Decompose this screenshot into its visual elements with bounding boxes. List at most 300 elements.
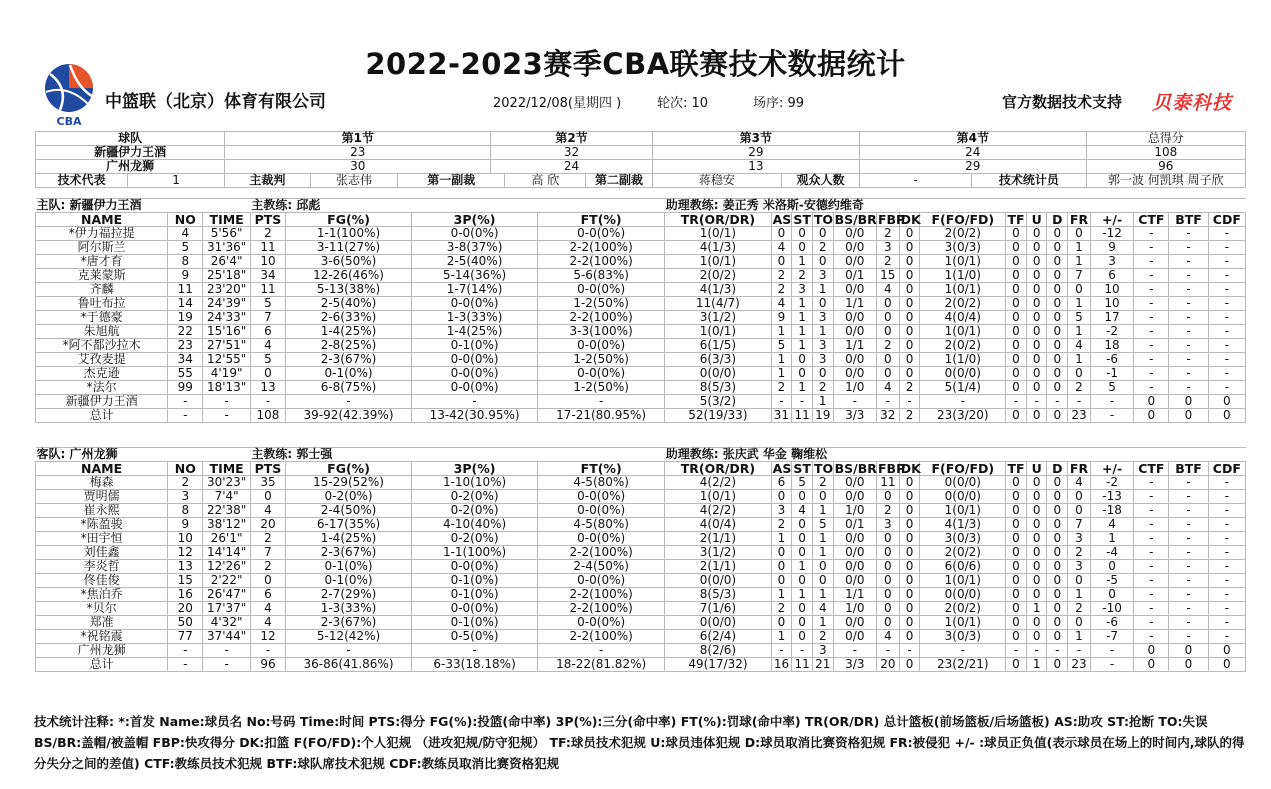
referee-label: 主裁判 bbox=[225, 174, 310, 188]
stat-cell: 22 bbox=[168, 325, 203, 339]
player-name: *于德豪 bbox=[36, 311, 168, 325]
stat-cell: 1 bbox=[1068, 325, 1091, 339]
stat-cell: 0 bbox=[771, 616, 792, 630]
away-team-info-row bbox=[36, 448, 1246, 462]
stat-cell: - bbox=[1169, 269, 1208, 283]
away-column-header-row bbox=[36, 462, 1246, 476]
stat-cell: 8 bbox=[168, 504, 203, 518]
stat-cell: 2 bbox=[877, 504, 900, 518]
stat-cell: 2(0/2) bbox=[920, 227, 1006, 241]
stat-cell: 2-5(40%) bbox=[286, 297, 412, 311]
stat-cell: - bbox=[792, 395, 813, 409]
stat-cell: 0 bbox=[1006, 381, 1027, 395]
stat-cell: 0 bbox=[1208, 395, 1245, 409]
stat-cell: - bbox=[1169, 560, 1208, 574]
team1-q4: 24 bbox=[860, 146, 1087, 160]
stat-cell: - bbox=[1208, 367, 1245, 381]
stat-cell: 7(1/6) bbox=[665, 602, 771, 616]
player-name: 广州龙狮 bbox=[36, 644, 168, 658]
stat-cell: 0 bbox=[792, 574, 813, 588]
stat-cell: 4 bbox=[250, 602, 285, 616]
stat-cell: 8(2/6) bbox=[665, 644, 771, 658]
player-name: *伊力福拉提 bbox=[36, 227, 168, 241]
stat-cell: 0 bbox=[1047, 353, 1068, 367]
stat-cell: 26'1" bbox=[203, 532, 251, 546]
stat-cell: - bbox=[1134, 616, 1169, 630]
stat-cell: - bbox=[203, 658, 251, 672]
stat-cell: 0 bbox=[877, 602, 900, 616]
stat-cell: 0-1(0%) bbox=[412, 339, 538, 353]
stat-cell: 0 bbox=[877, 490, 900, 504]
stat-cell: - bbox=[412, 644, 538, 658]
stat-cell: 6 bbox=[250, 588, 285, 602]
away-player-row bbox=[36, 504, 1246, 518]
stat-cell: 0-2(0%) bbox=[412, 532, 538, 546]
column-header: DK bbox=[900, 461, 921, 476]
column-header: CTF bbox=[1134, 213, 1169, 227]
attendance-value: - bbox=[860, 174, 972, 188]
stat-cell: 0 bbox=[1006, 602, 1027, 616]
stat-cell: 0 bbox=[899, 574, 920, 588]
stat-cell: 37'44" bbox=[203, 630, 251, 644]
stat-cell: 3-11(27%) bbox=[286, 241, 412, 255]
stat-cell: 49(17/32) bbox=[665, 658, 771, 672]
team1-q1: 23 bbox=[225, 146, 491, 160]
stat-cell: 0/1 bbox=[833, 269, 876, 283]
stat-cell: 1 bbox=[1068, 353, 1091, 367]
column-header: 3P(%) bbox=[412, 462, 538, 476]
home-player-row bbox=[36, 255, 1246, 269]
stat-cell: 0 bbox=[1026, 476, 1047, 490]
stat-cell: 3-3(100%) bbox=[538, 325, 665, 339]
stat-cell: 0 bbox=[877, 546, 900, 560]
away-team-label: 客队: 广州龙狮 bbox=[36, 448, 251, 462]
column-header: D bbox=[1047, 462, 1068, 476]
stat-cell: 0 bbox=[792, 602, 813, 616]
stat-cell: - bbox=[1134, 283, 1169, 297]
stat-cell: 0 bbox=[1068, 504, 1091, 518]
stat-cell: - bbox=[1208, 602, 1245, 616]
stat-cell: 1-1(100%) bbox=[412, 546, 538, 560]
player-name: 阿尔斯兰 bbox=[36, 241, 168, 255]
stat-cell: 21 bbox=[812, 658, 833, 672]
stat-cell: 0 bbox=[1026, 504, 1047, 518]
stat-cell: 1 bbox=[812, 616, 833, 630]
stat-cell: 0 bbox=[1006, 283, 1027, 297]
stat-cell: 13 bbox=[250, 381, 285, 395]
player-name: 艾孜麦提 bbox=[36, 353, 168, 367]
stat-cell: 0/0 bbox=[833, 241, 876, 255]
stat-cell: 0 bbox=[1047, 255, 1068, 269]
stat-cell: 6-17(35%) bbox=[286, 518, 412, 532]
stat-cell: 0 bbox=[1026, 353, 1047, 367]
stat-cell: 0 bbox=[1026, 269, 1047, 283]
umpire1-label: 第一副裁 bbox=[398, 174, 505, 188]
stat-cell: 4-5(80%) bbox=[538, 518, 665, 532]
column-header: NO bbox=[168, 213, 203, 227]
stat-cell: 27'51" bbox=[203, 339, 251, 353]
stat-cell: 0 bbox=[877, 532, 900, 546]
column-header: FBP bbox=[878, 461, 906, 476]
stat-cell: 0 bbox=[1068, 367, 1091, 381]
stat-cell: 0 bbox=[812, 490, 833, 504]
column-header: NAME bbox=[36, 213, 168, 227]
stat-cell: 0 bbox=[1026, 532, 1047, 546]
stat-cell: 0 bbox=[1068, 283, 1091, 297]
away-player-row bbox=[36, 518, 1246, 532]
stat-cell: 2-2(100%) bbox=[538, 546, 665, 560]
stat-cell: 0 bbox=[899, 588, 920, 602]
stat-cell: - bbox=[538, 395, 665, 409]
stat-cell: 0 bbox=[1047, 658, 1068, 672]
stat-cell: 2 bbox=[250, 560, 285, 574]
stat-cell: 2 bbox=[876, 339, 899, 353]
stat-cell: 1-2(50%) bbox=[538, 297, 665, 311]
stat-cell: 2 bbox=[792, 269, 813, 283]
stat-cell: 0 bbox=[812, 227, 833, 241]
stat-cell: 4 bbox=[1068, 476, 1091, 490]
stat-cell: 0 bbox=[792, 241, 813, 255]
stat-cell: 2 bbox=[771, 518, 792, 532]
stat-cell: 0-0(0%) bbox=[538, 367, 665, 381]
stat-cell: 7 bbox=[1068, 518, 1091, 532]
stat-cell: 0 bbox=[899, 658, 920, 672]
column-header: TO bbox=[813, 212, 834, 227]
stat-cell: 0 bbox=[1006, 227, 1027, 241]
team2-q4: 29 bbox=[860, 160, 1087, 174]
stat-cell: 0 bbox=[1047, 367, 1068, 381]
stat-cell: - bbox=[1068, 395, 1091, 409]
stat-cell: 13 bbox=[168, 560, 203, 574]
stat-cell: 0 bbox=[1026, 283, 1047, 297]
stat-cell: - bbox=[877, 644, 900, 658]
stat-cell: - bbox=[1134, 574, 1169, 588]
away-player-row bbox=[36, 602, 1246, 616]
stat-cell: 18-22(81.82%) bbox=[538, 658, 665, 672]
stat-cell: 2 bbox=[812, 476, 833, 490]
stat-cell: 0 bbox=[899, 490, 920, 504]
player-name: 鲁吐布拉 bbox=[36, 297, 168, 311]
stat-cell: 6 bbox=[250, 325, 285, 339]
cba-logo bbox=[40, 62, 98, 128]
home-player-row bbox=[36, 311, 1246, 325]
summary-header-q3: 第3节 bbox=[652, 132, 859, 146]
player-name: 总计 bbox=[36, 409, 168, 423]
stat-cell: 0 bbox=[1047, 588, 1068, 602]
summary-header-q4: 第4节 bbox=[860, 132, 1087, 146]
stat-cell: 0 bbox=[877, 560, 900, 574]
stat-cell: 23(3/20) bbox=[920, 409, 1006, 423]
stat-cell: - bbox=[1208, 546, 1245, 560]
stat-cell: 0 bbox=[1026, 630, 1047, 644]
stat-cell: 0/0 bbox=[833, 255, 876, 269]
stat-cell: - bbox=[203, 409, 251, 423]
stat-cell: 2 bbox=[1068, 381, 1091, 395]
stat-cell: 0 bbox=[899, 353, 920, 367]
stat-cell: 0 bbox=[1047, 532, 1068, 546]
stat-cell: 1 bbox=[812, 395, 833, 409]
stat-cell: 0(0/0) bbox=[920, 476, 1006, 490]
home-player-row bbox=[36, 283, 1246, 297]
umpire1-value: 高 欣 bbox=[505, 174, 586, 188]
stat-cell: 10 bbox=[250, 255, 285, 269]
stat-cell: 2 bbox=[771, 283, 792, 297]
stat-cell: - bbox=[168, 409, 203, 423]
stat-cell: 0 bbox=[792, 546, 813, 560]
stat-cell: 4(2/2) bbox=[665, 476, 771, 490]
stat-cell: 20 bbox=[877, 658, 900, 672]
stat-cell: 2 bbox=[876, 255, 899, 269]
stat-cell: 0 bbox=[899, 325, 920, 339]
stat-cell: 31 bbox=[771, 409, 792, 423]
stat-cell: - bbox=[168, 658, 203, 672]
stat-cell: 24'39" bbox=[203, 297, 251, 311]
stat-cell: 96 bbox=[250, 658, 285, 672]
stat-cell: 50 bbox=[168, 616, 203, 630]
stat-cell: -6 bbox=[1090, 353, 1133, 367]
stat-cell: 2-8(25%) bbox=[286, 339, 412, 353]
stat-cell: 4'32" bbox=[203, 616, 251, 630]
stat-cell: 0/0 bbox=[833, 227, 876, 241]
stat-cell: 2 bbox=[812, 381, 833, 395]
stat-cell: 4 bbox=[1090, 518, 1133, 532]
stat-cell: 7 bbox=[250, 311, 285, 325]
stat-cell: 0 bbox=[1047, 311, 1068, 325]
away-player-row bbox=[36, 658, 1246, 672]
stat-cell: - bbox=[1026, 395, 1047, 409]
stat-cell: 2 bbox=[899, 409, 920, 423]
stat-cell: 14 bbox=[168, 297, 203, 311]
stat-cell: - bbox=[1208, 504, 1245, 518]
column-header: TF bbox=[1007, 461, 1025, 476]
stat-cell: - bbox=[1169, 616, 1208, 630]
stat-cell: 0-5(0%) bbox=[412, 630, 538, 644]
stat-cell: -12 bbox=[1090, 227, 1133, 241]
stat-cell: 11 bbox=[250, 283, 285, 297]
stat-cell: 0 bbox=[1026, 241, 1047, 255]
stat-cell: 23'20" bbox=[203, 283, 251, 297]
stat-cell: - bbox=[1134, 381, 1169, 395]
stat-cell: 0(0/0) bbox=[920, 588, 1006, 602]
stat-cell: 19 bbox=[168, 311, 203, 325]
stat-cell: - bbox=[1208, 255, 1245, 269]
home-player-row bbox=[36, 241, 1246, 255]
stat-cell: 2(1/1) bbox=[665, 560, 771, 574]
stat-cell: - bbox=[1169, 283, 1208, 297]
officials-row bbox=[36, 174, 1246, 188]
stat-cell: 34 bbox=[250, 269, 285, 283]
team1-name: 新疆伊力王酒 bbox=[36, 146, 225, 160]
column-header: FR bbox=[1068, 462, 1091, 476]
home-player-row bbox=[36, 353, 1246, 367]
stat-cell: 4(2/2) bbox=[665, 504, 771, 518]
statistician-value: 郭一波 何凯琪 周子欣 bbox=[1086, 174, 1245, 188]
stat-cell: 1 bbox=[771, 367, 792, 381]
column-header: F(FO/FD) bbox=[920, 213, 1006, 227]
stat-cell: 3 bbox=[812, 644, 833, 658]
stat-cell: 0 bbox=[1047, 269, 1068, 283]
stat-cell: 1(0/1) bbox=[665, 490, 771, 504]
stat-cell: 5 bbox=[1068, 311, 1091, 325]
round-number: 轮次: 10 bbox=[657, 96, 709, 111]
stat-cell: - bbox=[1134, 339, 1169, 353]
stat-cell: 2-3(67%) bbox=[286, 353, 412, 367]
stat-cell: 4(0/4) bbox=[665, 518, 771, 532]
stat-cell: 5-6(83%) bbox=[538, 269, 665, 283]
stat-cell: 5 bbox=[250, 297, 285, 311]
stat-cell: 1 bbox=[1026, 602, 1047, 616]
stat-cell: - bbox=[1208, 241, 1245, 255]
stat-cell: 1 bbox=[1068, 255, 1091, 269]
stat-cell: 1 bbox=[792, 297, 813, 311]
stat-cell: 2(0/2) bbox=[920, 339, 1006, 353]
stat-cell: 20 bbox=[250, 518, 285, 532]
stat-cell: 6-33(18.18%) bbox=[412, 658, 538, 672]
stat-cell: 7 bbox=[1068, 269, 1091, 283]
stat-cell: 0/0 bbox=[833, 546, 876, 560]
stat-cell: 0 bbox=[1090, 560, 1133, 574]
stat-cell: 52(19/33) bbox=[665, 409, 771, 423]
stat-cell: 0/0 bbox=[833, 476, 876, 490]
stat-cell: 2'22" bbox=[203, 574, 251, 588]
away-player-row bbox=[36, 588, 1246, 602]
match-date: 2022/12/08(星期四 ) bbox=[493, 96, 622, 111]
stat-cell: 15'16" bbox=[203, 325, 251, 339]
stat-cell: 1 bbox=[812, 546, 833, 560]
stat-cell: 2 bbox=[771, 381, 792, 395]
stat-cell: - bbox=[1134, 353, 1169, 367]
player-name: 郑准 bbox=[36, 616, 168, 630]
stat-cell: 0 bbox=[1006, 518, 1027, 532]
stat-cell: 24'33" bbox=[203, 311, 251, 325]
stat-cell: 31'36" bbox=[203, 241, 251, 255]
stat-cell: 0 bbox=[1006, 588, 1027, 602]
stat-cell: 2-2(100%) bbox=[538, 630, 665, 644]
stats-notes: 技术统计注释: *:首发 Name:球员名 No:号码 Time:时间 PTS:得分 FG(%):投篮(命中率) 3P(%):三分(命中率) FT(%):罚球(命中率) TR(OR/DR) 总计篮板(前场篮板/后场篮板) AS:助攻 ST:抢断 TO:失误 BS/BR:盖帽/被盖帽 FBP:快攻得分 DK:扣篮 F(FO/FD):个人犯规 （进攻犯规/防守犯规） TF:球员技术犯规 U:球员违体犯规 D:球员取消比赛资格犯规 FR:被侵犯 +/- :球员正负值(表示球员在场上的时间内,球队的得分失分之间的差值) CTF:教练员技术犯规 BTF:球队席技术犯规 CDF:教练员取消比赛资格犯规 bbox=[34, 714, 1245, 771]
column-header: CDF bbox=[1208, 462, 1245, 476]
page-title: 2022-2023赛季CBA联赛技术数据统计 bbox=[365, 47, 906, 81]
home-player-row bbox=[36, 269, 1246, 283]
stat-cell: 20 bbox=[168, 602, 203, 616]
stat-cell: 2-4(50%) bbox=[538, 560, 665, 574]
stat-cell: 0 bbox=[1026, 325, 1047, 339]
player-name: *唐才育 bbox=[36, 255, 168, 269]
stat-cell: 15 bbox=[168, 574, 203, 588]
stat-cell: - bbox=[1208, 227, 1245, 241]
stat-cell: 4-10(40%) bbox=[412, 518, 538, 532]
stat-cell: 0 bbox=[792, 616, 813, 630]
stat-cell: 0 bbox=[1006, 339, 1027, 353]
player-name: 李炎哲 bbox=[36, 560, 168, 574]
stat-cell: 0 bbox=[1047, 574, 1068, 588]
stat-cell: 3-8(37%) bbox=[412, 241, 538, 255]
stat-cell: - bbox=[1134, 367, 1169, 381]
team2-total: 96 bbox=[1086, 160, 1245, 174]
stat-cell: 1(0/1) bbox=[920, 255, 1006, 269]
stat-cell: - bbox=[1134, 560, 1169, 574]
stat-cell: 1 bbox=[792, 588, 813, 602]
stat-cell: 0 bbox=[1047, 546, 1068, 560]
stat-cell: 0-1(0%) bbox=[286, 574, 412, 588]
stat-cell: 1-1(100%) bbox=[286, 227, 412, 241]
stat-cell: 2 bbox=[250, 532, 285, 546]
stat-cell: 1-3(33%) bbox=[412, 311, 538, 325]
stat-cell: 0-0(0%) bbox=[412, 381, 538, 395]
column-header: CDF bbox=[1208, 213, 1245, 227]
stat-cell: 108 bbox=[250, 409, 285, 423]
stat-cell: 0-0(0%) bbox=[538, 616, 665, 630]
stat-cell: 3-6(50%) bbox=[286, 255, 412, 269]
stat-cell: 1 bbox=[1068, 630, 1091, 644]
team1-q2: 32 bbox=[491, 146, 652, 160]
stat-cell: - bbox=[1169, 476, 1208, 490]
stat-cell: 1/1 bbox=[833, 339, 876, 353]
stat-cell: 2 bbox=[168, 476, 203, 490]
stat-cell: 0 bbox=[1047, 339, 1068, 353]
column-header: +/- bbox=[1090, 213, 1133, 227]
stat-cell: - bbox=[1134, 476, 1169, 490]
stat-cell: 0 bbox=[1169, 658, 1208, 672]
stat-cell: 0 bbox=[899, 283, 920, 297]
stat-cell: 5-13(38%) bbox=[286, 283, 412, 297]
stat-cell: 3 bbox=[812, 353, 833, 367]
stat-cell: 5-14(36%) bbox=[412, 269, 538, 283]
stat-cell: 0/0 bbox=[833, 353, 876, 367]
stat-cell: 0 bbox=[1068, 616, 1091, 630]
column-header: BTF bbox=[1169, 462, 1208, 476]
stat-cell: 2-6(33%) bbox=[286, 311, 412, 325]
stat-cell: 0 bbox=[1006, 504, 1027, 518]
stat-cell: 3 bbox=[1090, 255, 1133, 269]
stat-cell: 0 bbox=[1208, 409, 1245, 423]
stat-cell: 39-92(42.39%) bbox=[286, 409, 412, 423]
stat-cell: 0 bbox=[1047, 630, 1068, 644]
stat-cell: 0/0 bbox=[833, 630, 876, 644]
stat-cell: 3(1/2) bbox=[665, 546, 771, 560]
stat-cell: 0 bbox=[792, 227, 813, 241]
stat-cell: 4(1/3) bbox=[665, 241, 771, 255]
stat-cell: -6 bbox=[1090, 616, 1133, 630]
player-name: 杰克逊 bbox=[36, 367, 168, 381]
home-player-row bbox=[36, 297, 1246, 311]
stat-cell: 5 bbox=[250, 353, 285, 367]
column-header: F(FO/FD) bbox=[920, 462, 1006, 476]
stat-cell: 0 bbox=[1047, 504, 1068, 518]
stat-cell: 8 bbox=[168, 255, 203, 269]
stat-cell: 12'55" bbox=[203, 353, 251, 367]
stat-cell: 0-0(0%) bbox=[412, 227, 538, 241]
home-player-row bbox=[36, 409, 1246, 423]
stat-cell: 2-7(29%) bbox=[286, 588, 412, 602]
referee-value: 张志伟 bbox=[310, 174, 398, 188]
stat-cell: - bbox=[1134, 504, 1169, 518]
stat-cell: 0 bbox=[1047, 560, 1068, 574]
player-name: 齐麟 bbox=[36, 283, 168, 297]
stat-cell: - bbox=[876, 395, 899, 409]
stat-cell: -7 bbox=[1090, 630, 1133, 644]
stat-cell: 2(0/2) bbox=[920, 297, 1006, 311]
stat-cell: 0 bbox=[1169, 644, 1208, 658]
stat-cell: 2-5(40%) bbox=[412, 255, 538, 269]
stat-cell: 0 bbox=[899, 630, 920, 644]
stat-cell: 9 bbox=[771, 311, 792, 325]
stat-cell: - bbox=[1208, 574, 1245, 588]
stat-cell: 0 bbox=[1134, 658, 1169, 672]
stat-cell: 0 bbox=[1026, 546, 1047, 560]
stat-cell: - bbox=[1169, 311, 1208, 325]
home-team-stats-table bbox=[35, 198, 1246, 423]
score-summary-table bbox=[35, 131, 1246, 188]
